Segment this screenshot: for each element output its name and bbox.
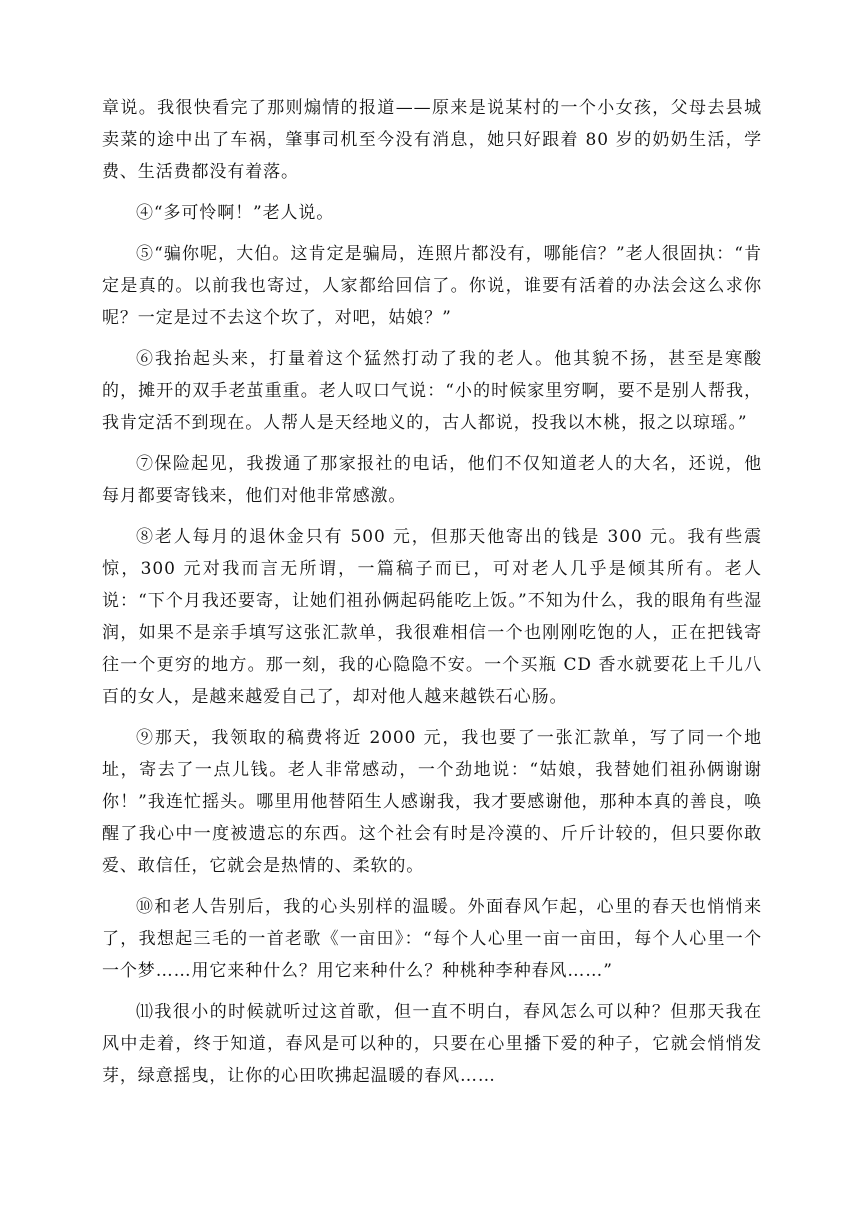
paragraph-8: ⑧老人每月的退休金只有 500 元，但那天他寄出的钱是 300 元。我有些震惊，300 元对我而言无所谓，一篇稿子而已，可对老人几乎是倾其所有。老人说：“下个月我还要寄，让她们祖孙俩起码能吃上饭。”不知为什么，我的眼角有些湿润，如果不是亲手填写这张汇款单，我很难相信一个也刚刚吃饱的人，正在把钱寄往一个更穷的地方。那一刻，我的心隐隐不安。一个买瓶 CD 香水就要花上千儿八百的女人，是越来越爱自己了，却对他人越来越铁石心肠。 xyxy=(102,527,762,707)
paragraph-11: ⑾我很小的时候就听过这首歌，但一直不明白，春风怎么可以种？但那天我在风中走着，终于知道，春风是可以种的，只要在心里播下爱的种子，它就会悄悄发芽，绿意摇曳，让你的心田吹拂起温暖的春风…… xyxy=(102,1002,762,1086)
paragraph-continuation: 章说。我很快看完了那则煽情的报道——原来是说某村的一个小女孩，父母去县城卖菜的途中出了车祸，肇事司机至今没有消息，她只好跟着 80 岁的奶奶生活，学费、生活费都没有着落。 xyxy=(102,98,762,182)
paragraph-6: ⑥我抬起头来，打量着这个猛然打动了我的老人。他其貌不扬，甚至是寒酸的，摊开的双手老茧重重。老人叹口气说：“小的时候家里穷啊，要不是别人帮我，我肯定活不到现在。人帮人是天经地义的，古人都说，投我以木桃，报之以琼瑶。” xyxy=(102,349,762,433)
paragraph-5: ⑤“骗你呢，大伯。这肯定是骗局，连照片都没有，哪能信？”老人很固执：“肯定是真的。以前我也寄过，人家都给回信了。你说，谁要有活着的办法会这么求你呢？一定是过不去这个坎了，对吧，姑娘？” xyxy=(102,244,762,328)
paragraph-7: ⑦保险起见，我拨通了那家报社的电话，他们不仅知道老人的大名，还说，他每月都要寄钱来，他们对他非常感激。 xyxy=(102,454,762,506)
paragraph-9: ⑨那天，我领取的稿费将近 2000 元，我也要了一张汇款单，写了同一个地址，寄去了一点儿钱。老人非常感动，一个劲地说：“姑娘，我替她们祖孙俩谢谢你！”我连忙摇头。哪里用他替陌生人感谢我，我才要感谢他，那种本真的善良，唤醒了我心中一度被遗忘的东西。这个社会有时是冷漠的、斤斤计较的，但只要你敢爱、敢信任，它就会是热情的、柔软的。 xyxy=(102,728,762,876)
paragraph-10: ⑩和老人告别后，我的心头别样的温暖。外面春风乍起，心里的春天也悄悄来了，我想起三毛的一首老歌《一亩田》：“每个人心里一亩一亩田，每个人心里一个一个梦……用它来种什么？用它来种什么？种桃种李种春风……” xyxy=(102,897,762,981)
paragraph-4: ④“多可怜啊！”老人说。 xyxy=(136,203,335,223)
article-body xyxy=(102,92,762,1101)
